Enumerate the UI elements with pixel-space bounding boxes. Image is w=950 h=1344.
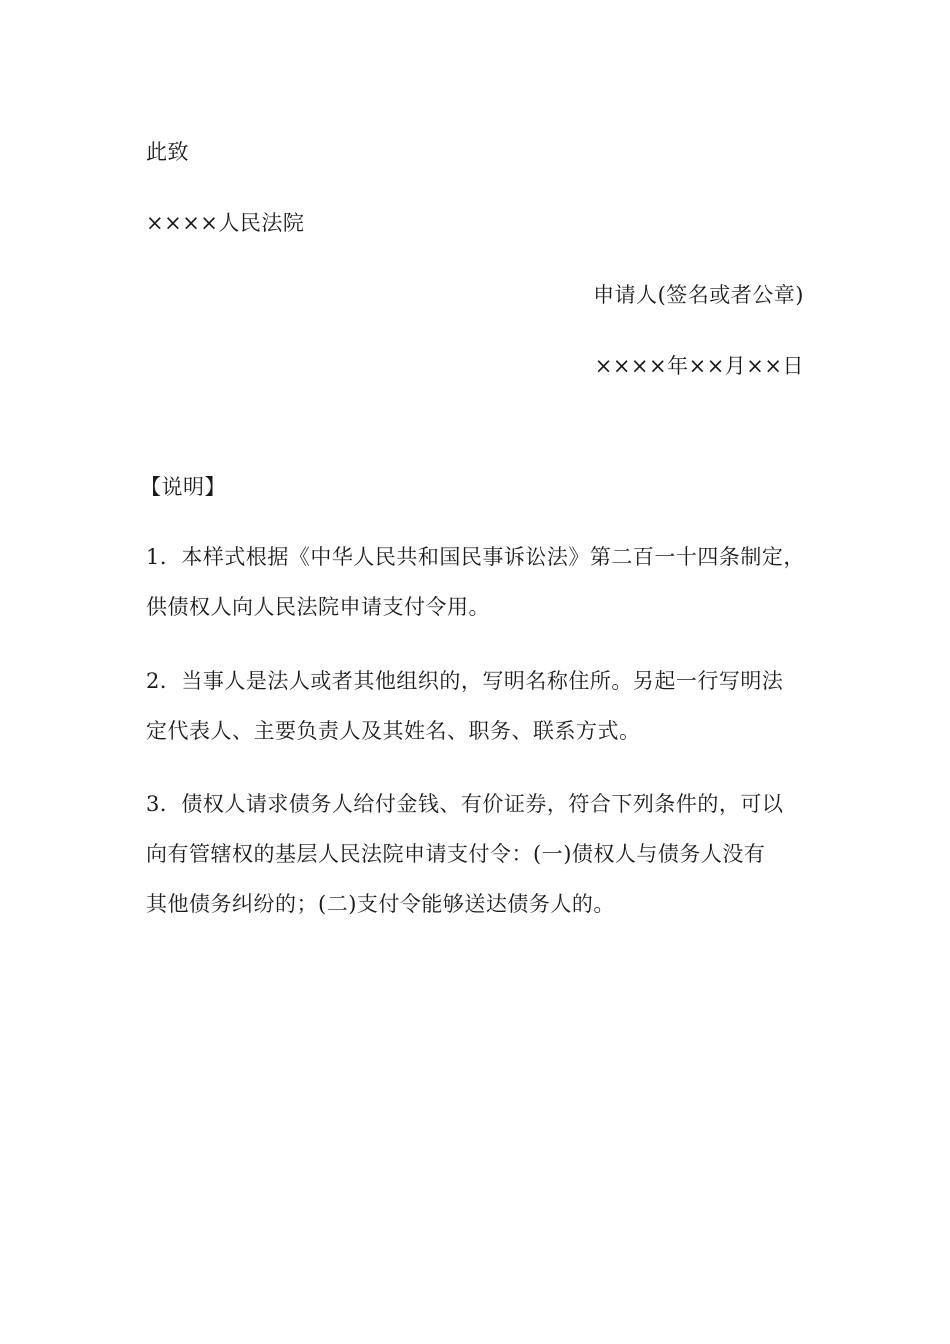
signature-line: 申请人(签名或者公章) xyxy=(593,283,804,307)
notes-heading: 【说明】 xyxy=(140,475,226,499)
date-line: ××××年××月××日 xyxy=(594,354,804,378)
note-item-3 xyxy=(146,779,806,929)
note-item-2 xyxy=(146,656,806,756)
note-item-2-line-1: 2．当事人是法人或者其他组织的，写明名称住所。另起一行写明法 xyxy=(146,669,784,693)
note-item-1-line-1: 1．本样式根据《中华人民共和国民事诉讼法》第二百一十四条制定， xyxy=(146,545,805,569)
note-item-2-line-2: 定代表人、主要负责人及其姓名、职务、联系方式。 xyxy=(146,719,641,743)
note-item-3-line-3: 其他债务纠纷的；(二)支付令能够送达债务人的。 xyxy=(146,892,615,916)
note-item-1 xyxy=(146,532,806,632)
court-name: ××××人民法院 xyxy=(146,211,305,235)
note-item-1-line-2: 供债权人向人民法院申请支付令用。 xyxy=(146,595,490,619)
salutation-text: 此致 xyxy=(146,140,189,164)
note-item-3-line-2: 向有管辖权的基层人民法院申请支付令：(一)债权人与债务人没有 xyxy=(146,842,766,866)
note-item-3-line-1: 3．债权人请求债务人给付金钱、有价证券，符合下列条件的，可以 xyxy=(146,792,784,816)
